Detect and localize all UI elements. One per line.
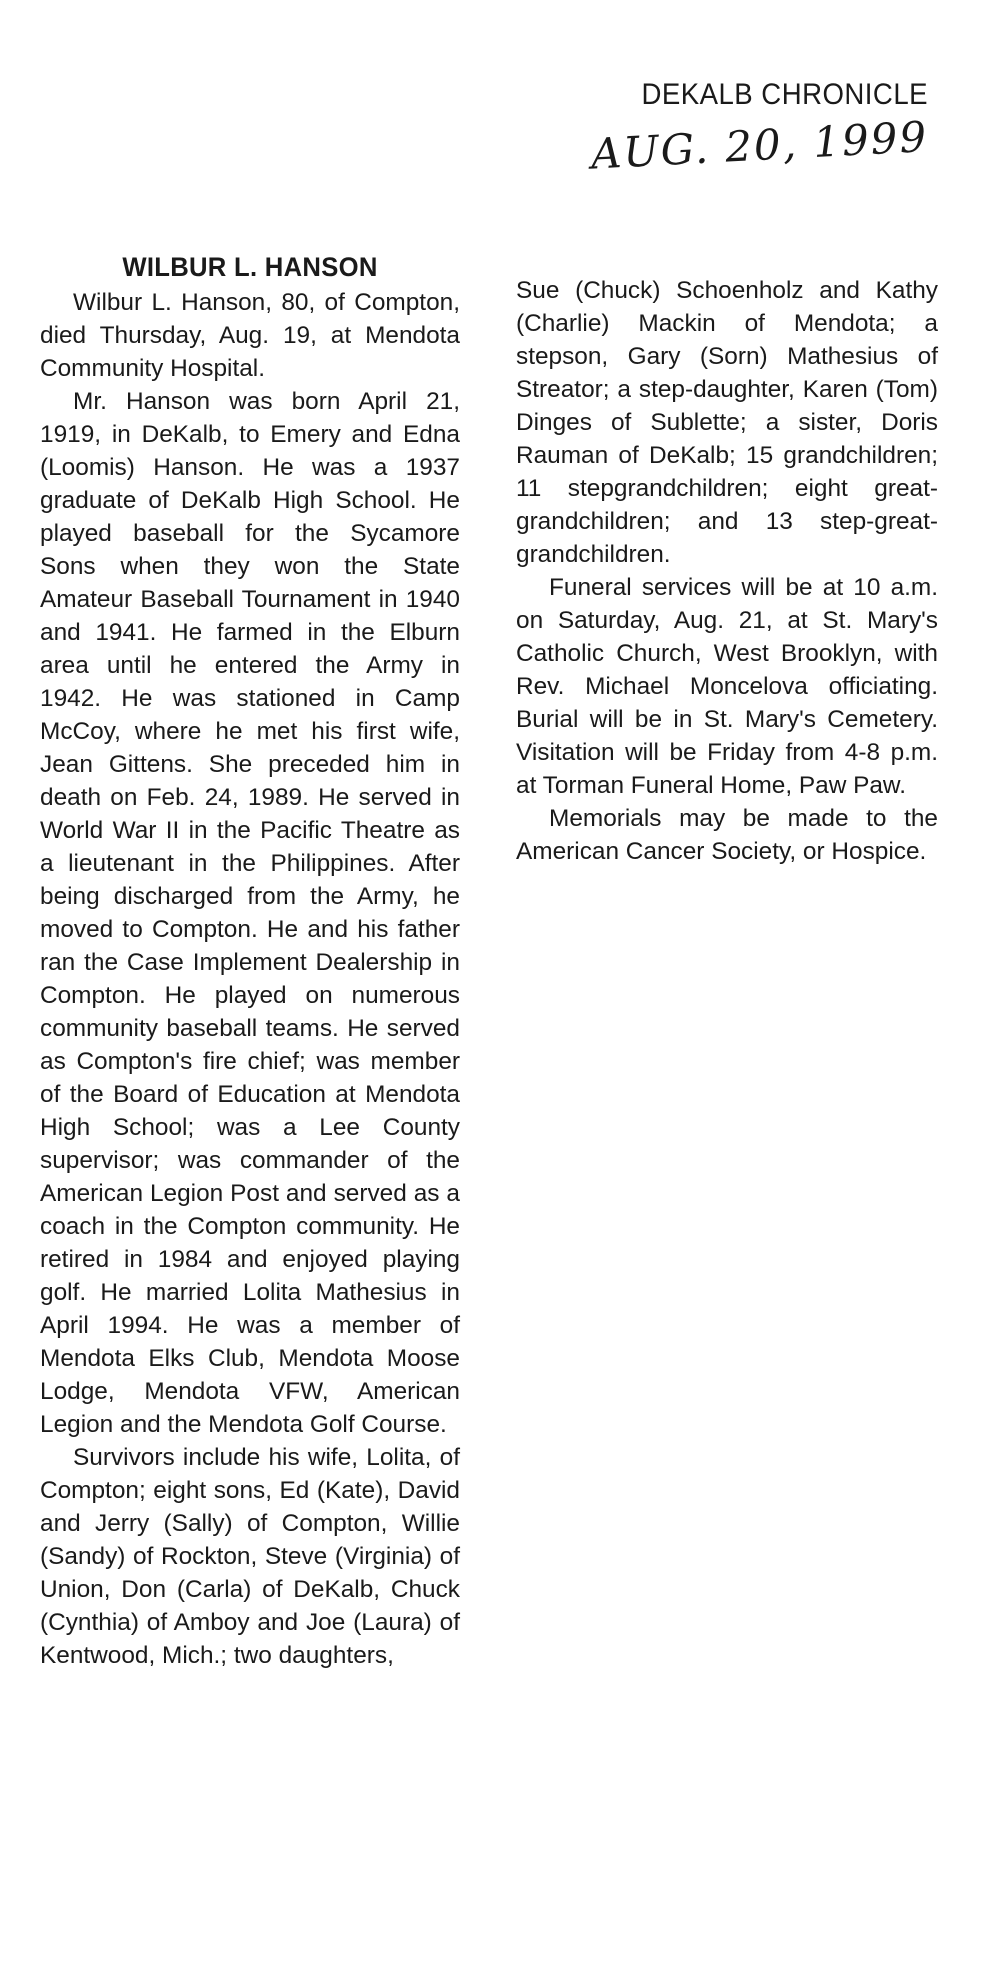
article-paragraph: Mr. Hanson was born April 21, 1919, in DeKalb, to Emery and Edna (Loomis) Hanson. He was a 1937 graduate of DeKalb High School. He played baseball for the Sycamore Sons when they won the State Amateur Baseball Tournament in 1940 and 1941. He farmed in the Elburn area until he entered the Army in 1942. He was stationed in Camp McCoy, where he met his first wife, Jean Gittens. She preceded him in death on Feb. 24, 1989. He served in World War II in the Pacific Theatre as a lieutenant in the Philippines. After being discharged from the Army, he moved to Compton. He and his father ran the Case Implement Dealership in Compton. He played on numerous community baseball teams. He served as Compton's fire chief; was member of the Board of Education at Mendota High School; was a Lee County supervisor; was commander of the American Legion Post and served as a coach in the Compton community. He retired in 1984 and enjoyed playing golf. He married Lolita Mathesius in April 1994. He was a member of Mendota Elks Club, Mendota Moose Lodge, Mendota VFW, American Legion and the Mendota Golf Course. (40, 388, 460, 1438)
publication-name: DEKALB CHRONICLE (641, 78, 928, 111)
obituary-headline: WILBUR L. HANSON (122, 252, 378, 282)
publication-source (548, 78, 930, 179)
article-paragraph: Sue (Chuck) Schoenholz and Kathy (Charlie) Mackin of Mendota; a stepson, Gary (Sorn) Mathesius of Streator; a step-daughter, Karen (Tom) Dinges of Sublette; a sister, Doris Rauman of DeKalb; 15 grandchildren; 11 stepgrandchildren; eight great-grandchildren; and 13 step-great-grandchildren. (516, 277, 938, 568)
article-paragraph: Survivors include his wife, Lolita, of Compton; eight sons, Ed (Kate), David and Jerry (Sally) of Compton, Willie (Sandy) of Rockton, Steve (Virginia) of Union, Don (Carla) of DeKalb, Chuck (Cynthia) of Amboy and Joe (Laura) of Kentwood, Mich.; two daughters, (40, 1444, 460, 1669)
article-paragraph: Funeral services will be at 10 a.m. on Saturday, Aug. 21, at St. Mary's Catholic Church, West Brooklyn, with Rev. Michael Moncelova officiating. Burial will be in St. Mary's Cemetery. Visitation will be Friday from 4-8 p.m. at Torman Funeral Home, Paw Paw. (516, 574, 938, 799)
article-column-left (40, 250, 460, 1672)
article-paragraph: Wilbur L. Hanson, 80, of Compton, died Thursday, Aug. 19, at Mendota Community Hospital. (40, 289, 460, 382)
article-column-right (516, 274, 938, 868)
handwritten-date: AUG. 20, 1999 (589, 112, 930, 179)
article-paragraph: Memorials may be made to the American Cancer Society, or Hospice. (516, 805, 938, 865)
